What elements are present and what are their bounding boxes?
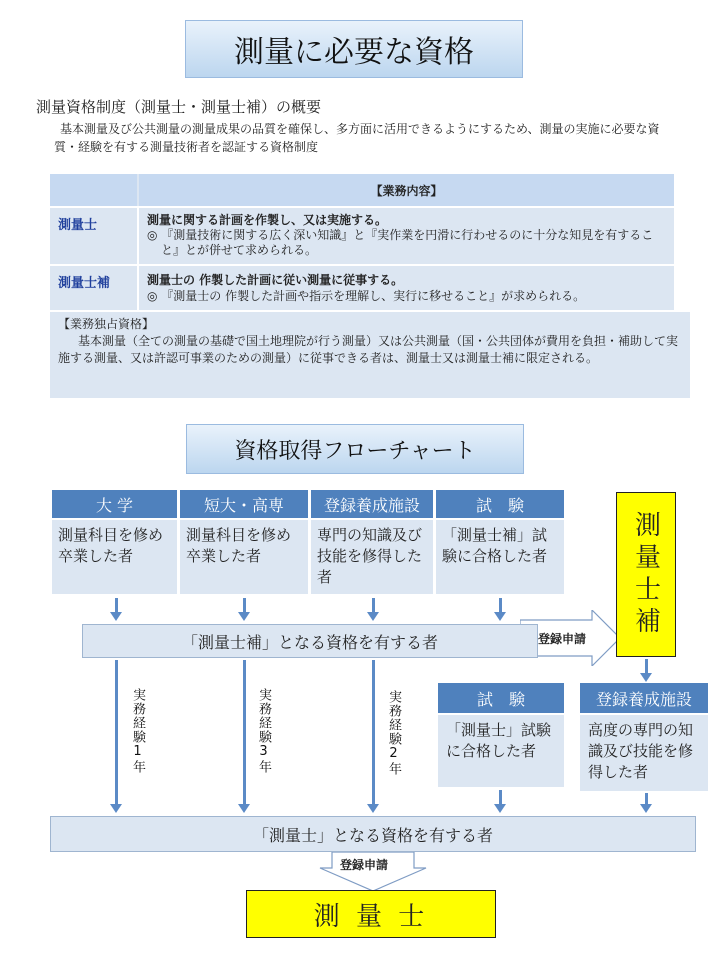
arrow-head bbox=[238, 612, 250, 621]
register-label-2: 登録申請 bbox=[340, 858, 389, 872]
arrow-line bbox=[372, 598, 375, 612]
table-row bbox=[50, 266, 674, 310]
arrow-line bbox=[499, 790, 502, 804]
arrow-line bbox=[499, 598, 502, 612]
page-title: 測量に必要な資格 bbox=[234, 35, 474, 70]
arrow-line bbox=[645, 659, 648, 673]
row-label-surveyor: 測量士 bbox=[50, 208, 137, 264]
row-note: ◎ 『測量技術に関する広く深い知識』と『実作業を円滑に行わせるのに十分な知見を有すること』とが併せて求められる。 bbox=[147, 228, 654, 257]
flow-title: 資格取得フローチャート bbox=[234, 438, 476, 464]
arrow-line bbox=[115, 598, 118, 612]
arrow-line bbox=[115, 660, 118, 804]
monopoly-box bbox=[50, 312, 690, 398]
surveyor-qualification-bar bbox=[50, 816, 696, 852]
arrow-line bbox=[243, 598, 246, 612]
flow-title-banner bbox=[186, 424, 524, 474]
arrow-head bbox=[367, 612, 379, 621]
column-header: 試 験 bbox=[436, 490, 564, 518]
arrow-head bbox=[640, 804, 652, 813]
column-header: 大 学 bbox=[52, 490, 177, 518]
monopoly-text: 基本測量（全ての測量の基礎で国土地理院が行う測量）又は公共測量（国・公共団体が費用を負担・補助して実施する測量、又は許認可事業のための測量）に従事できる者は、測量士又は測量士補に限定される。 bbox=[58, 334, 679, 365]
column-header: 登録養成施設 bbox=[580, 683, 708, 713]
experience-label: 実務経験2年 bbox=[386, 690, 401, 776]
row-content bbox=[139, 208, 674, 264]
table-header: 【業務内容】 bbox=[139, 174, 674, 206]
column-header: 登録養成施設 bbox=[311, 490, 433, 518]
row-note: ◎ 『測量士の 作製した計画や指示を理解し、実行に移せること』が求められる。 bbox=[147, 289, 586, 303]
arrow-head bbox=[238, 804, 250, 813]
arrow-line bbox=[243, 660, 246, 804]
assistant-surveyor-box bbox=[616, 492, 676, 657]
surveyor-box bbox=[246, 890, 496, 938]
column-body: 測量科目を修め卒業した者 bbox=[180, 520, 308, 594]
row-main: 測量士の 作製した計画に従い測量に従事する。 bbox=[147, 273, 404, 287]
surveyor-title: 測 量 士 bbox=[313, 901, 429, 932]
row-content bbox=[139, 266, 674, 310]
monopoly-title: 【業務独占資格】 bbox=[58, 317, 155, 331]
arrow-head bbox=[640, 673, 652, 682]
column-body: 専門の知識及び技能を修得した者 bbox=[311, 520, 433, 594]
arrow-line bbox=[372, 660, 375, 804]
column-header: 試 験 bbox=[438, 683, 564, 713]
column-body: 測量科目を修め卒業した者 bbox=[52, 520, 177, 594]
overview-text: 基本測量及び公共測量の測量成果の品質を確保し、多方面に活用できるようにするため、測量の実施に必要な資質・経験を有する測量技術者を認証する資格制度 bbox=[54, 122, 660, 154]
assistant-qualification-bar bbox=[82, 624, 538, 658]
column-body: 高度の専門の知識及び技能を修得した者 bbox=[580, 715, 708, 791]
experience-label: 実務経験3年 bbox=[256, 688, 271, 774]
assistant-qualification-label: 「測量士補」となる資格を有する者 bbox=[181, 632, 438, 652]
table-row bbox=[50, 208, 674, 264]
table-header-row bbox=[50, 174, 674, 206]
row-main: 測量に関する計画を作製し、又は実施する。 bbox=[147, 213, 388, 227]
arrow-line bbox=[645, 793, 648, 804]
arrow-head bbox=[494, 612, 506, 621]
assistant-surveyor-title: 測量士補 bbox=[630, 510, 661, 639]
table-corner bbox=[50, 174, 137, 206]
column-body: 「測量士補」試験に合格した者 bbox=[436, 520, 564, 594]
arrow-head bbox=[494, 804, 506, 813]
register-label-1: 登録申請 bbox=[538, 632, 587, 646]
arrow-head bbox=[367, 804, 379, 813]
experience-label: 実務経験1年 bbox=[130, 688, 145, 774]
title-banner bbox=[185, 20, 523, 78]
column-header: 短大・高専 bbox=[180, 490, 308, 518]
arrow-head bbox=[110, 612, 122, 621]
surveyor-qualification-label: 「測量士」となる資格を有する者 bbox=[252, 825, 493, 845]
overview-heading: 測量資格制度（測量士・測量士補）の概要 bbox=[36, 98, 322, 116]
column-body: 「測量士」試験に合格した者 bbox=[438, 715, 564, 787]
arrow-head bbox=[110, 804, 122, 813]
row-label-assistant: 測量士補 bbox=[50, 266, 137, 310]
